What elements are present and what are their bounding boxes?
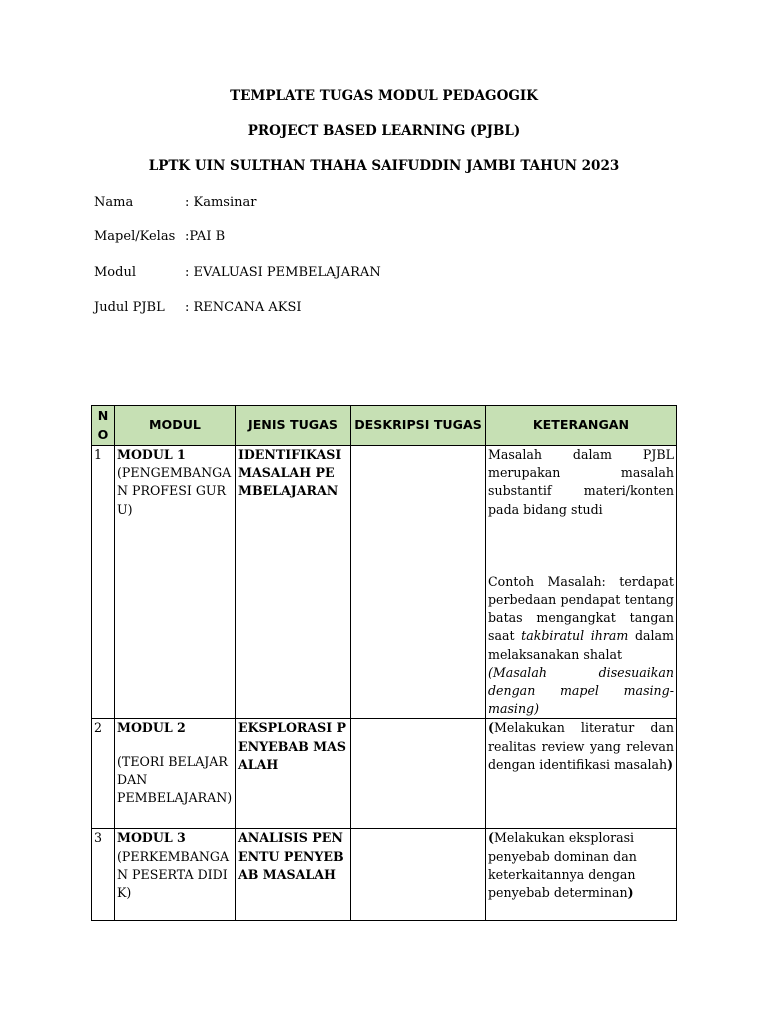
modul-subtitle: (PERKEMBANGAN PESERTA DIDIK) — [117, 848, 230, 901]
close-paren: ) — [667, 756, 674, 772]
modul-cell — [115, 829, 236, 921]
modul-label: Modul — [94, 265, 136, 280]
doc-subtitle: PROJECT BASED LEARNING (PJBL) — [247, 123, 521, 139]
modul-value: : EVALUASI PEMBELAJARAN — [185, 265, 381, 280]
modul-title: MODUL 1 — [117, 447, 186, 462]
keterangan-cell — [486, 829, 677, 921]
header-jenis-tugas: JENIS TUGAS — [236, 406, 351, 446]
task-table — [91, 405, 677, 921]
jenis-tugas-cell: IDENTIFIKASI MASALAH PEMBELAJARAN — [236, 446, 351, 719]
modul-subtitle: (TEORI BELAJAR DAN PEMBELAJARAN) — [117, 753, 233, 806]
mapel-label: Mapel/Kelas — [94, 229, 176, 244]
example-text-b: dalam melaksanakan shalat — [488, 628, 674, 662]
deskripsi-cell — [351, 446, 486, 719]
row-number: 1 — [92, 446, 115, 719]
example-text-a: Contoh Masalah: terdapat perbedaan pendapat tentang batas mengangkat tangan saat — [488, 573, 674, 644]
ident-nama — [94, 195, 256, 210]
modul-title: MODUL 3 — [117, 830, 186, 846]
keterangan-paragraph: Masalah dalam PJBL merupakan masalah substantif materi/konten pada bidang studi — [488, 447, 674, 517]
open-paren: ( — [488, 720, 494, 736]
header-deskripsi-tugas: DESKRIPSI TUGAS — [351, 406, 486, 446]
jenis-tugas-cell: ANALISIS PENENTU PENYEBAB MASALAH — [236, 829, 351, 921]
keterangan-text: Melakukan eksplorasi penyebab dominan dan keterkaitannya dengan penyebab determinan — [488, 830, 637, 901]
header-keterangan: KETERANGAN — [486, 406, 677, 446]
judul-label: Judul PJBL — [94, 300, 165, 315]
table-header-row — [92, 406, 677, 446]
close-paren: ) — [627, 885, 634, 901]
open-paren: ( — [488, 830, 494, 846]
note-italic: (Masalah disesuaikan dengan mapel masing-masing) — [488, 664, 674, 717]
example-italic-term: takbiratul ihram — [521, 628, 629, 644]
title-gap — [117, 738, 233, 753]
doc-institution: LPTK UIN SULTHAN THAHA SAIFUDDIN JAMBI TAHUN 2023 — [148, 158, 620, 174]
mapel-value: :PAI B — [185, 229, 226, 244]
table-row — [92, 446, 677, 719]
nama-label: Nama — [94, 195, 134, 210]
ident-judul — [94, 300, 302, 315]
row-number: 3 — [92, 829, 115, 921]
judul-value: : RENCANA AKSI — [185, 300, 302, 315]
header-no: NO — [92, 406, 115, 446]
header-modul: MODUL — [115, 406, 236, 446]
jenis-tugas-cell: EKSPLORASI PENYEBAB MASALAH — [236, 719, 351, 829]
keterangan-cell — [486, 446, 677, 719]
doc-title: TEMPLATE TUGAS MODUL PEDAGOGIK — [230, 88, 538, 104]
keterangan-example — [488, 573, 674, 664]
keterangan-text: Melakukan literatur dan realitas review yang relevan dengan identifikasi masalah — [488, 720, 674, 772]
ident-mapel — [94, 229, 225, 244]
nama-value: : Kamsinar — [185, 195, 257, 210]
modul-cell — [115, 719, 236, 829]
table-row — [92, 829, 677, 921]
modul-subtitle: (PENGEMBANGAN PROFESI GURU) — [117, 465, 232, 517]
deskripsi-cell — [351, 829, 486, 921]
modul-title: MODUL 2 — [117, 720, 186, 736]
keterangan-cell — [486, 719, 677, 829]
deskripsi-cell — [351, 719, 486, 829]
keterangan-note — [488, 664, 674, 719]
paragraph-gap — [488, 519, 674, 573]
row-number: 2 — [92, 719, 115, 829]
modul-cell — [115, 446, 236, 719]
ident-modul — [94, 265, 381, 280]
table-row — [92, 719, 677, 829]
